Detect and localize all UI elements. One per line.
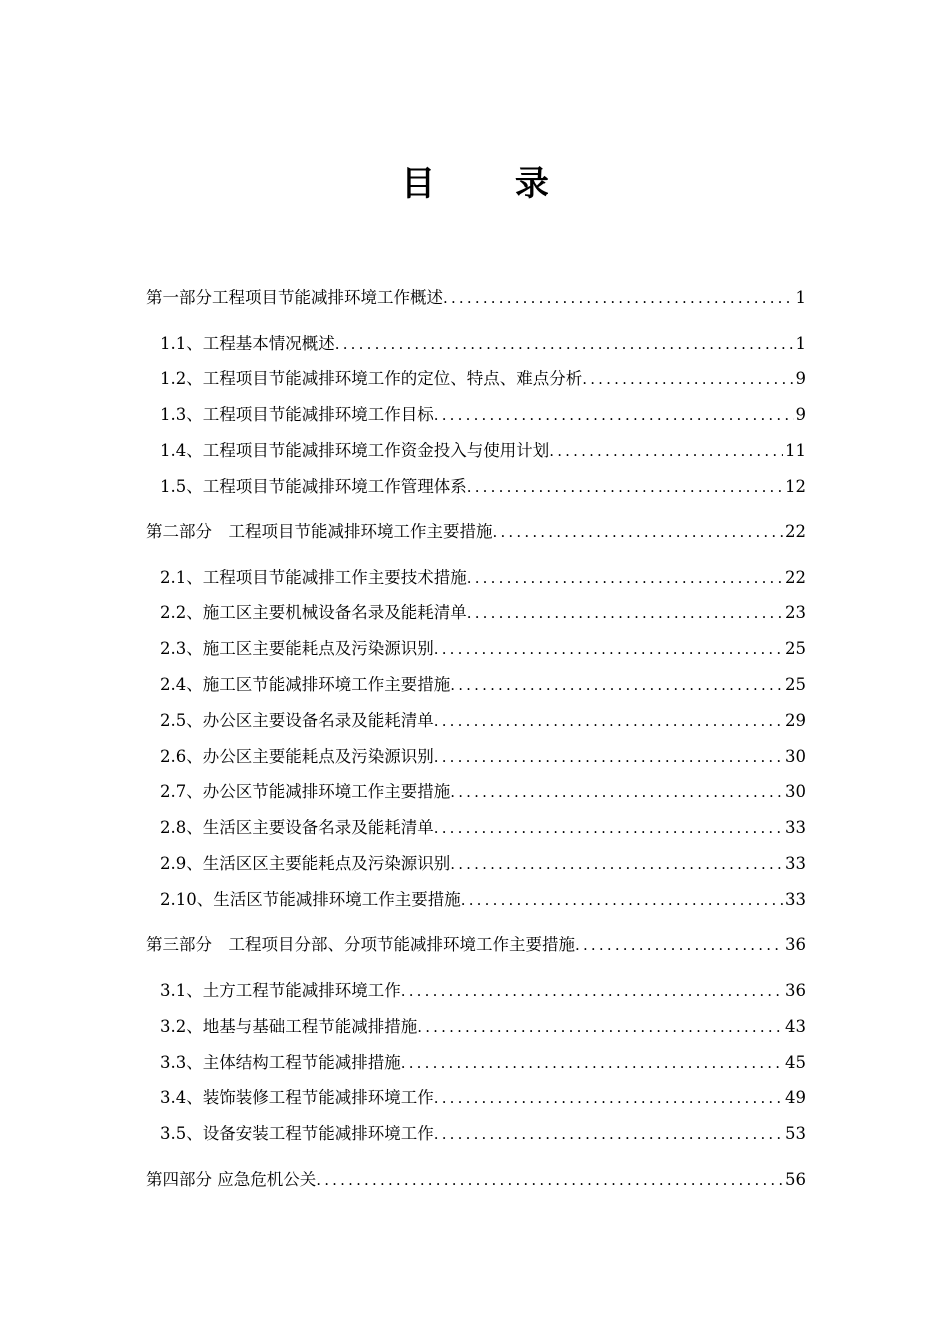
toc-entry-label: 1.4、工程项目节能减排环境工作资金投入与使用计划 <box>160 441 550 460</box>
toc-page-number: 36 <box>785 981 806 1000</box>
toc-page-number: 33 <box>785 818 806 837</box>
toc-entry-3-4[interactable] <box>160 1087 806 1109</box>
toc-entry-part-3[interactable] <box>146 934 806 956</box>
toc-page-number: 12 <box>785 477 806 496</box>
toc-entry-label: 2.5、办公区主要设备名录及能耗清单 <box>160 711 434 730</box>
toc-page-number: 49 <box>785 1088 806 1107</box>
toc-page-number: 53 <box>785 1124 806 1143</box>
toc-dot-leader <box>434 404 794 426</box>
toc-entry-label: 3.4、装饰装修工程节能减排环境工作 <box>160 1088 434 1107</box>
toc-dot-leader <box>582 368 793 390</box>
toc-entry-label: 3.5、设备安装工程节能减排环境工作 <box>160 1124 434 1143</box>
toc-entry-label: 1.1、工程基本情况概述 <box>160 334 335 353</box>
toc-entry-label: 2.3、施工区主要能耗点及污染源识别 <box>160 639 434 658</box>
toc-page-number: 22 <box>785 522 806 541</box>
toc-entry-2-6[interactable] <box>160 746 806 768</box>
toc-dot-leader <box>443 287 794 309</box>
toc-dot-leader <box>434 710 783 732</box>
toc-entry-label: 2.7、办公区节能减排环境工作主要措施 <box>160 782 451 801</box>
toc-entry-1-4[interactable] <box>160 440 806 462</box>
toc-entry-2-8[interactable] <box>160 817 806 839</box>
toc-dot-leader <box>417 1016 783 1038</box>
toc-dot-leader <box>575 934 783 956</box>
toc-page-number: 25 <box>785 675 806 694</box>
toc-dot-leader <box>434 1123 783 1145</box>
toc-entry-label: 2.6、办公区主要能耗点及污染源识别 <box>160 747 434 766</box>
toc-dot-leader <box>450 853 783 875</box>
toc-entry-label: 第二部分 工程项目节能减排环境工作主要措施 <box>146 522 493 541</box>
toc-entry-2-9[interactable] <box>160 853 806 875</box>
toc-dot-leader <box>401 1052 783 1074</box>
toc-entry-part-1[interactable] <box>146 287 806 309</box>
toc-entry-label: 2.8、生活区主要设备名录及能耗清单 <box>160 818 434 837</box>
toc-page-number: 29 <box>785 711 806 730</box>
toc-entry-label: 第一部分工程项目节能减排环境工作概述 <box>146 288 443 307</box>
toc-dot-leader <box>401 980 783 1002</box>
toc-entry-1-2[interactable] <box>160 368 806 390</box>
toc-dot-leader <box>450 781 783 803</box>
toc-entry-label: 1.5、工程项目节能减排环境工作管理体系 <box>160 477 467 496</box>
toc-entry-2-10[interactable] <box>160 889 806 911</box>
toc-dot-leader <box>434 817 783 839</box>
toc-entry-2-4[interactable] <box>160 674 806 696</box>
toc-dot-leader <box>467 602 783 624</box>
toc-entry-2-2[interactable] <box>160 602 806 624</box>
toc-dot-leader <box>549 440 783 462</box>
toc-dot-leader <box>434 638 783 660</box>
toc-dot-leader <box>467 476 783 498</box>
toc-page-number: 45 <box>785 1053 806 1072</box>
toc-entry-label: 3.1、土方工程节能减排环境工作 <box>160 981 401 1000</box>
toc-dot-leader <box>467 567 783 589</box>
toc-page-number: 33 <box>785 890 806 909</box>
toc-dot-leader <box>450 674 783 696</box>
toc-dot-leader <box>493 521 784 543</box>
toc-entry-label: 1.3、工程项目节能减排环境工作目标 <box>160 405 434 424</box>
toc-entry-label: 第四部分 应急危机公关 <box>146 1170 317 1189</box>
toc-page-number: 22 <box>785 568 806 587</box>
toc-entry-label: 2.10、生活区节能减排环境工作主要措施 <box>160 890 461 909</box>
toc-entry-label: 3.3、主体结构工程节能减排措施 <box>160 1053 401 1072</box>
toc-dot-leader <box>434 746 783 768</box>
toc-entry-1-3[interactable] <box>160 404 806 426</box>
toc-page-number: 43 <box>785 1017 806 1036</box>
toc-entry-1-5[interactable] <box>160 476 806 498</box>
toc-page-number: 23 <box>785 603 806 622</box>
toc-page-number: 56 <box>785 1170 806 1189</box>
toc-entry-2-1[interactable] <box>160 567 806 589</box>
toc-entry-label: 1.2、工程项目节能减排环境工作的定位、特点、难点分析 <box>160 369 583 388</box>
toc-entry-3-2[interactable] <box>160 1016 806 1038</box>
toc-page-number: 33 <box>785 854 806 873</box>
toc-entry-part-2[interactable] <box>146 521 806 543</box>
toc-dot-leader <box>434 1087 783 1109</box>
page-title: 目 录 <box>401 164 583 204</box>
toc-entry-3-5[interactable] <box>160 1123 806 1145</box>
toc-page-number: 9 <box>795 369 806 388</box>
toc-entry-2-3[interactable] <box>160 638 806 660</box>
toc-entry-3-3[interactable] <box>160 1052 806 1074</box>
toc-entry-2-7[interactable] <box>160 781 806 803</box>
toc-dot-leader <box>335 333 794 355</box>
toc-page-number: 1 <box>795 288 806 307</box>
toc-entry-part-4[interactable] <box>146 1169 806 1191</box>
toc-entry-label: 2.2、施工区主要机械设备名录及能耗清单 <box>160 603 467 622</box>
toc-entry-1-1[interactable] <box>160 333 806 355</box>
toc-dot-leader <box>461 889 783 911</box>
toc-page-number: 1 <box>795 334 806 353</box>
toc-entry-2-5[interactable] <box>160 710 806 732</box>
toc-entry-label: 第三部分 工程项目分部、分项节能减排环境工作主要措施 <box>146 935 575 954</box>
toc-entry-label: 2.1、工程项目节能减排工作主要技术措施 <box>160 568 467 587</box>
toc-page-number: 9 <box>795 405 806 424</box>
toc-entry-3-1[interactable] <box>160 980 806 1002</box>
toc-page-number: 36 <box>785 935 806 954</box>
toc-entry-label: 3.2、地基与基础工程节能减排措施 <box>160 1017 418 1036</box>
toc-dot-leader <box>316 1169 783 1191</box>
toc-page-number: 25 <box>785 639 806 658</box>
toc-entry-label: 2.9、生活区区主要能耗点及污染源识别 <box>160 854 451 873</box>
toc-page-number: 30 <box>785 747 806 766</box>
toc-entry-label: 2.4、施工区节能减排环境工作主要措施 <box>160 675 451 694</box>
toc-page-number: 30 <box>785 782 806 801</box>
toc-page-number: 11 <box>785 441 806 460</box>
